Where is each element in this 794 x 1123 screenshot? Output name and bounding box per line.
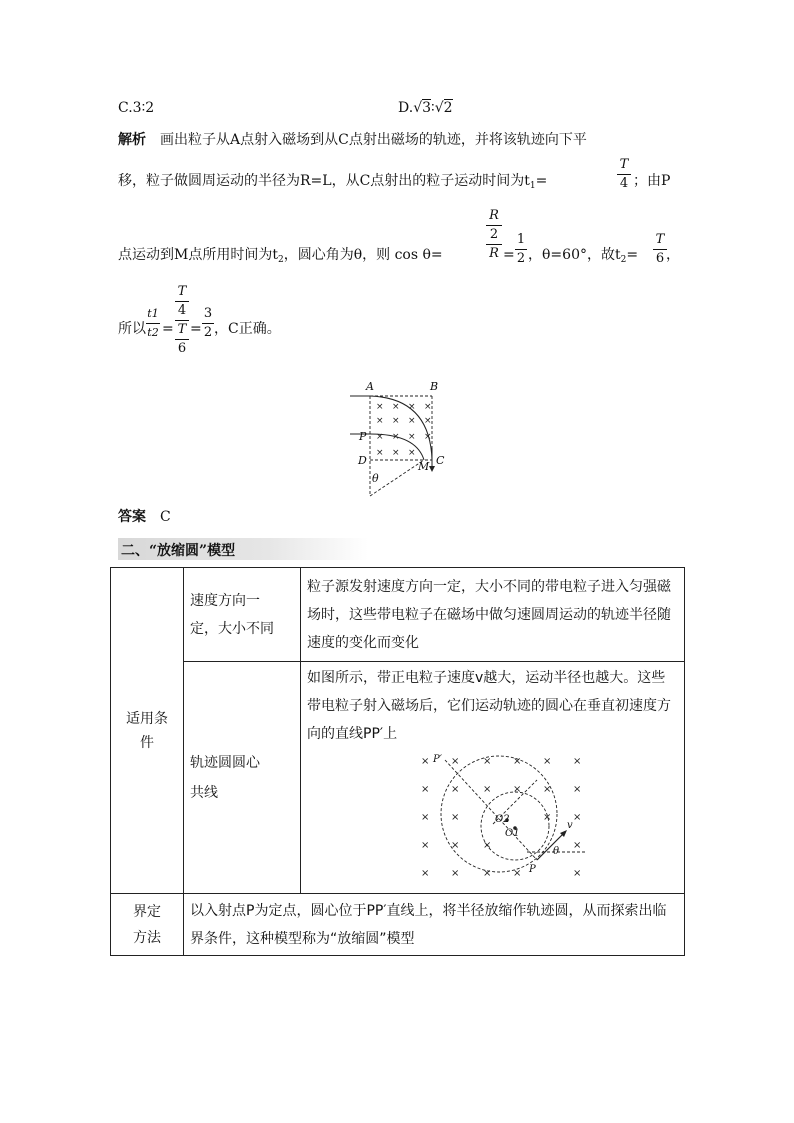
- svg-text:θ: θ: [553, 846, 560, 857]
- svg-text:C: C: [436, 454, 445, 467]
- svg-text:A: A: [366, 380, 374, 393]
- analysis-line-1: 解析 画出粒子从A点射入磁场到从C点射出磁场的轨迹，并将该轨迹向下平: [118, 132, 587, 148]
- analysis-line-4: 所以: [118, 321, 146, 337]
- row-group-label: 适用条件: [111, 568, 184, 894]
- fraction-t1-over-t2: t1 t2: [147, 307, 159, 339]
- svg-text:×: ×: [424, 402, 432, 412]
- svg-text:×: ×: [392, 402, 400, 412]
- condition-cell: 轨迹圆圆心共线: [184, 662, 301, 894]
- option-c: C.3∶2: [118, 100, 155, 116]
- svg-text:×: ×: [483, 868, 492, 879]
- svg-text:×: ×: [451, 784, 460, 795]
- figure-magnetic-field-square: [346, 378, 456, 500]
- svg-text:×: ×: [483, 840, 492, 851]
- svg-text:×: ×: [451, 756, 460, 767]
- svg-text:×: ×: [573, 756, 582, 767]
- svg-text:×: ×: [513, 756, 522, 767]
- answer: [118, 508, 171, 526]
- svg-text:P: P: [529, 864, 536, 875]
- svg-text:×: ×: [451, 868, 460, 879]
- svg-text:×: ×: [408, 402, 416, 412]
- svg-text:×: ×: [483, 756, 492, 767]
- option-d: D.√3∶√2: [398, 100, 453, 116]
- svg-text:×: ×: [451, 840, 460, 851]
- svg-text:×: ×: [543, 784, 552, 795]
- fraction-one-half: 1 2: [516, 232, 526, 266]
- fraction-three-halves: 3 2: [203, 306, 213, 340]
- svg-text:D: D: [358, 454, 367, 467]
- svg-text:×: ×: [392, 416, 400, 426]
- svg-text:v: v: [567, 820, 573, 831]
- svg-text:B: B: [430, 380, 439, 393]
- svg-text:×: ×: [376, 402, 384, 412]
- svg-text:×: ×: [392, 448, 400, 458]
- svg-text:×: ×: [513, 868, 522, 879]
- svg-text:×: ×: [513, 784, 522, 795]
- analysis-line-3-end: ，: [666, 247, 680, 263]
- model-table: [110, 567, 685, 956]
- svg-text:×: ×: [424, 416, 432, 426]
- equals-sign: =: [162, 321, 174, 337]
- figure-expanding-circles: [417, 750, 607, 880]
- section-heading: 二、“放缩圆”模型: [118, 538, 368, 560]
- svg-text:×: ×: [543, 756, 552, 767]
- sqrt-sign: √: [413, 100, 423, 116]
- description-cell: 如图所示，带正电粒子速度v越大，运动半径也越大。这些带电粒子射入磁场后，它们运动轨迹的圆心在垂直初速度方向的直线PP′上 × × × × × × × × × × × × × × × × × × × × × × × × × P′ O2 O1 P v θ: [301, 662, 685, 894]
- last-row-label: 界定方法: [111, 894, 184, 956]
- svg-text:×: ×: [421, 868, 430, 879]
- svg-text:×: ×: [573, 812, 582, 823]
- answer-value: C: [160, 509, 171, 525]
- svg-text:×: ×: [543, 812, 552, 823]
- sqrt-sign: √: [434, 100, 444, 116]
- fraction-t-over-4: T 4: [617, 157, 631, 192]
- svg-text:×: ×: [408, 448, 416, 458]
- svg-text:O2: O2: [495, 814, 510, 825]
- analysis-conclusion: ，C正确。: [214, 321, 281, 337]
- svg-text:×: ×: [376, 432, 384, 442]
- svg-text:M: M: [418, 460, 430, 473]
- analysis-line-2: 移，粒子做圆周运动的半径为R=L，从C点射出的粒子运动时间为$t_1=$: [118, 173, 548, 191]
- description-cell: 粒子源发射速度方向一定，大小不同的带电粒子进入匀强磁场时，这些带电粒子在磁场中做匀速圆周运动的轨迹半径随速度的变化而变化: [301, 568, 685, 662]
- svg-text:P: P: [359, 430, 367, 443]
- analysis-label: 解析: [118, 132, 146, 148]
- answer-label: 答案: [118, 509, 146, 525]
- fraction-cos-theta: R 2 R: [486, 208, 502, 262]
- svg-text:×: ×: [392, 432, 400, 442]
- analysis-line-2-end: ；由P: [633, 173, 671, 189]
- equals-sign: =: [503, 247, 515, 263]
- svg-text:×: ×: [424, 432, 432, 442]
- equals-sign: =: [190, 321, 202, 337]
- svg-text:P′: P′: [433, 754, 442, 765]
- svg-text:×: ×: [421, 784, 430, 795]
- svg-text:×: ×: [408, 416, 416, 426]
- svg-text:θ: θ: [372, 472, 379, 485]
- condition-cell: 速度方向一定，大小不同: [184, 568, 301, 662]
- svg-text:×: ×: [573, 784, 582, 795]
- svg-text:×: ×: [376, 416, 384, 426]
- svg-text:×: ×: [421, 812, 430, 823]
- svg-text:×: ×: [483, 784, 492, 795]
- last-row-text: 以入射点P为定点，圆心位于PP′直线上，将半径放缩作轨迹圆，从而探索出临界条件，这种模型称为“放缩圆”模型: [184, 894, 685, 956]
- svg-text:O1: O1: [505, 828, 520, 839]
- analysis-line-3-mid: ，θ=60°，故$t_2=$: [528, 247, 639, 265]
- svg-text:×: ×: [573, 840, 582, 851]
- analysis-line-3: 点运动到M点所用时间为$t_2$，圆心角为θ，则 cos θ=: [118, 247, 443, 265]
- fraction-t-over-6: T 6: [653, 232, 667, 267]
- svg-text:×: ×: [408, 432, 416, 442]
- fraction-compound: T 4 T 6: [175, 284, 189, 357]
- svg-text:×: ×: [421, 840, 430, 851]
- svg-text:×: ×: [451, 812, 460, 823]
- svg-text:×: ×: [573, 868, 582, 879]
- svg-text:×: ×: [421, 756, 430, 767]
- svg-text:×: ×: [376, 448, 384, 458]
